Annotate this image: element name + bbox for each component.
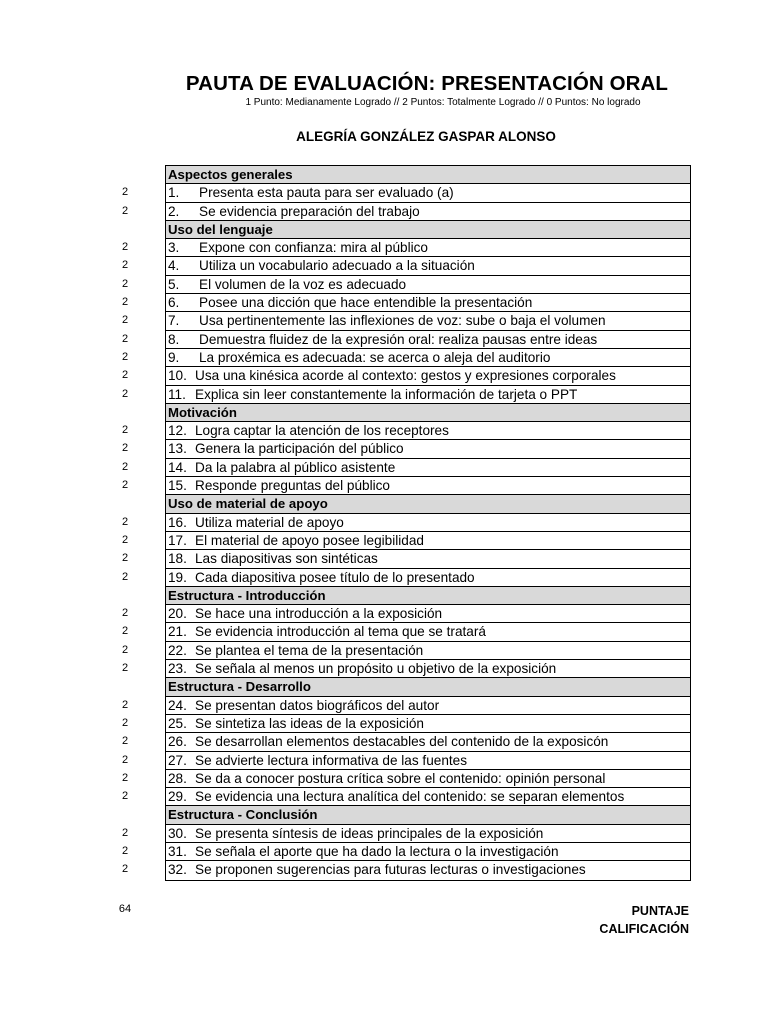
- item-number: 12.: [168, 423, 187, 439]
- item-text: Las diapositivas son sintéticas: [195, 551, 378, 567]
- item-number: 11.: [168, 386, 186, 402]
- item-number: 15.: [168, 478, 187, 494]
- item-number: 2.: [168, 203, 180, 219]
- item-text: Presenta esta pauta para ser evaluado (a): [199, 185, 454, 201]
- section-header: Estructura - Conclusión: [166, 806, 690, 824]
- section-header: Uso del lenguaje: [166, 221, 690, 239]
- item-text: Genera la participación del público: [195, 441, 404, 457]
- item-score: 2: [121, 259, 129, 272]
- item-number: 10.: [168, 368, 187, 384]
- item-score: 2: [121, 863, 129, 876]
- item-score: 2: [121, 790, 129, 803]
- rubric-item: [166, 312, 690, 330]
- rubric-item: [166, 349, 690, 367]
- item-number: 22.: [168, 642, 187, 658]
- item-text: Logra captar la atención de los receptores: [195, 423, 449, 439]
- rubric-item: [166, 276, 690, 294]
- item-number: 3.: [168, 240, 180, 256]
- rubric-item: [166, 239, 690, 257]
- item-number: 24.: [168, 697, 187, 713]
- score-spacer: [100, 403, 150, 421]
- rubric-item: [166, 733, 690, 751]
- item-score: 2: [121, 753, 129, 766]
- item-number: 16.: [168, 514, 187, 530]
- item-text: Posee una dicción que hace entendible la presentación: [199, 295, 533, 311]
- rubric-item: [166, 642, 690, 660]
- item-text: Se evidencia preparación del trabajo: [199, 203, 420, 219]
- score-spacer: [100, 165, 150, 183]
- item-text: Se presenta síntesis de ideas principales de la exposición: [195, 825, 544, 841]
- rubric-item: [166, 770, 690, 788]
- rubric-item: [166, 367, 690, 385]
- item-score: 2: [121, 771, 129, 784]
- puntaje-label: PUNTAJE: [631, 904, 689, 918]
- item-text: Se señala el aporte que ha dado la lectura o la investigación: [195, 843, 559, 859]
- item-score: 2: [121, 698, 129, 711]
- score-column: [100, 165, 150, 879]
- item-score: 2: [121, 296, 129, 309]
- item-score: 2: [121, 369, 129, 382]
- item-score: 2: [121, 826, 129, 839]
- rubric-item: [166, 422, 690, 440]
- item-text: Se evidencia una lectura analítica del contenido: se separan elementos: [195, 789, 625, 805]
- item-number: 1.: [168, 185, 180, 201]
- page-title: PAUTA DE EVALUACIÓN: PRESENTACIÓN ORAL: [185, 72, 669, 95]
- item-text: Se evidencia introducción al tema que se tratará: [195, 624, 486, 640]
- score-spacer: [100, 220, 150, 238]
- rubric-table: [165, 165, 691, 881]
- item-score: 2: [121, 479, 129, 492]
- item-number: 26.: [168, 734, 187, 750]
- rubric-item: [166, 440, 690, 458]
- item-text: Se advierte lectura informativa de las fuentes: [195, 752, 468, 768]
- item-number: 25.: [168, 715, 187, 731]
- item-score: 2: [121, 186, 129, 199]
- item-text: Usa pertinentemente las inflexiones de voz: sube o baja el volumen: [199, 313, 606, 329]
- item-text: Expone con confianza: mira al público: [199, 240, 428, 256]
- rubric-item: [166, 825, 690, 843]
- score-spacer: [100, 805, 150, 823]
- rubric-item: [166, 752, 690, 770]
- item-score: 2: [121, 332, 129, 345]
- item-number: 4.: [168, 258, 180, 274]
- rubric-item: [166, 623, 690, 641]
- score-spacer: [100, 586, 150, 604]
- item-text: Se da a conocer postura crítica sobre el contenido: opinión personal: [195, 770, 606, 786]
- rubric-item: [166, 203, 690, 221]
- item-score: 2: [121, 607, 129, 620]
- item-text: Se plantea el tema de la presentación: [195, 642, 424, 658]
- item-number: 29.: [168, 789, 187, 805]
- item-text: Demuestra fluidez de la expresión oral: realiza pausas entre ideas: [199, 331, 598, 347]
- item-text: Da la palabra al público asistente: [195, 459, 396, 475]
- item-score: 2: [121, 314, 129, 327]
- rubric-item: [166, 514, 690, 532]
- score-spacer: [100, 677, 150, 695]
- item-number: 6.: [168, 295, 180, 311]
- item-text: Se hace una introducción a la exposición: [195, 606, 443, 622]
- item-score: 2: [121, 424, 129, 437]
- calificacion-label: CALIFICACIÓN: [599, 922, 689, 936]
- item-score: 2: [121, 625, 129, 638]
- item-number: 27.: [168, 752, 187, 768]
- item-text: Se señala al menos un propósito u objetivo de la exposición: [195, 661, 557, 677]
- section-header: Estructura - Desarrollo: [166, 678, 690, 696]
- item-text: El volumen de la voz es adecuado: [199, 276, 407, 292]
- item-score: 2: [121, 570, 129, 583]
- item-score: 2: [121, 552, 129, 565]
- item-number: 17.: [168, 532, 187, 548]
- rubric-item: [166, 660, 690, 678]
- item-score: 2: [121, 662, 129, 675]
- rubric-item: [166, 550, 690, 568]
- rubric-item: [166, 459, 690, 477]
- rubric-item: [166, 861, 690, 879]
- item-number: 8.: [168, 331, 180, 347]
- scoring-legend: 1 Punto: Medianamente Logrado // 2 Puntos: Totalmente Logrado // 0 Puntos: No logrado: [245, 97, 641, 108]
- rubric-item: [166, 184, 690, 202]
- item-score: 2: [121, 735, 129, 748]
- section-header: Aspectos generales: [166, 166, 690, 184]
- item-text: Se desarrollan elementos destacables del contenido de la exposicón: [195, 734, 609, 750]
- item-number: 32.: [168, 862, 187, 878]
- item-number: 18.: [168, 551, 187, 567]
- student-name: ALEGRÍA GONZÁLEZ GASPAR ALONSO: [296, 129, 556, 144]
- item-score: 2: [121, 533, 129, 546]
- item-text: Usa una kinésica acorde al contexto: gestos y expresiones corporales: [195, 368, 616, 384]
- item-text: Responde preguntas del público: [195, 478, 390, 494]
- item-number: 14.: [168, 459, 187, 475]
- item-score: 2: [121, 460, 129, 473]
- rubric-item: [166, 697, 690, 715]
- item-number: 13.: [168, 441, 187, 457]
- rubric-item: [166, 386, 690, 404]
- section-header: Uso de material de apoyo: [166, 495, 690, 513]
- item-score: 2: [121, 204, 129, 217]
- section-header: Motivación: [166, 404, 690, 422]
- item-score: 2: [121, 350, 129, 363]
- item-text: Se proponen sugerencias para futuras lecturas o investigaciones: [195, 862, 586, 878]
- item-number: 30.: [168, 825, 187, 841]
- item-text: La proxémica es adecuada: se acerca o aleja del auditorio: [199, 349, 551, 365]
- item-score: 2: [121, 716, 129, 729]
- rubric-item: [166, 569, 690, 587]
- item-number: 28.: [168, 770, 187, 786]
- rubric-item: [166, 715, 690, 733]
- rubric-item: [166, 477, 690, 495]
- item-number: 5.: [168, 276, 180, 292]
- item-text: Explica sin leer constantemente la información de tarjeta o PPT: [195, 386, 578, 402]
- item-score: 2: [121, 387, 129, 400]
- item-text: Se sintetiza las ideas de la exposición: [195, 715, 424, 731]
- score-spacer: [100, 494, 150, 512]
- item-score: 2: [121, 515, 129, 528]
- rubric-item: [166, 532, 690, 550]
- section-header: Estructura - Introducción: [166, 587, 690, 605]
- item-text: Utiliza material de apoyo: [195, 514, 344, 530]
- item-number: 19.: [168, 569, 187, 585]
- item-number: 23.: [168, 661, 187, 677]
- item-text: Cada diapositiva posee título de lo presentado: [195, 569, 475, 585]
- item-text: El material de apoyo posee legibilidad: [195, 532, 424, 548]
- item-score: 2: [121, 277, 129, 290]
- item-number: 21.: [168, 624, 187, 640]
- rubric-item: [166, 257, 690, 275]
- rubric-item: [166, 605, 690, 623]
- item-score: 2: [121, 442, 129, 455]
- item-number: 20.: [168, 606, 187, 622]
- item-text: Se presentan datos biográficos del autor: [195, 697, 440, 713]
- rubric-item: [166, 788, 690, 806]
- rubric-item: [166, 843, 690, 861]
- item-text: Utiliza un vocabulario adecuado a la situación: [199, 258, 475, 274]
- item-score: 2: [121, 844, 129, 857]
- rubric-item: [166, 294, 690, 312]
- item-number: 9.: [168, 349, 180, 365]
- rubric-item: [166, 331, 690, 349]
- item-number: 31.: [168, 843, 187, 859]
- item-score: 2: [121, 643, 129, 656]
- item-score: 2: [121, 241, 129, 254]
- item-number: 7.: [168, 313, 180, 329]
- total-score: 64: [118, 903, 132, 915]
